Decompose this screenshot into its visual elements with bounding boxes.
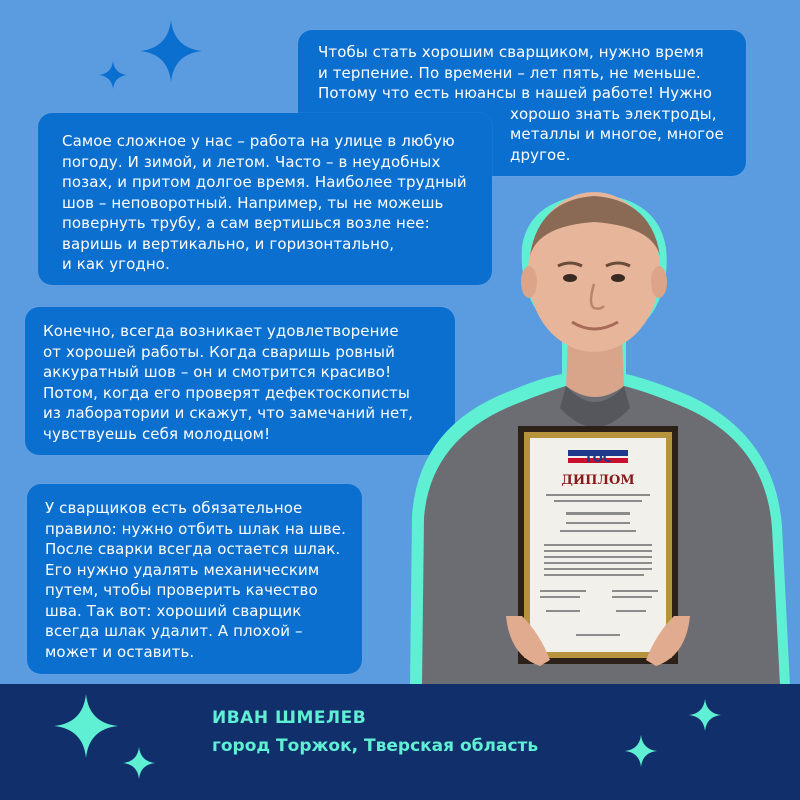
quote-line: от хорошей работы. Когда сваришь ровный — [43, 342, 395, 361]
quote-line: из лаборатории и скажут, что замечаний нет, — [43, 404, 414, 422]
quote-line: хорошо знать электроды, — [510, 104, 717, 123]
person-photo — [390, 186, 800, 686]
diploma-logo: ТОС — [584, 451, 612, 465]
quote-line: правило: нужно отбить шлак на шве. — [45, 519, 346, 538]
quote-line: позах, и притом долгое время. Наиболее трудный — [62, 173, 467, 191]
sparkle-icon — [688, 698, 722, 732]
quote-line: всегда шлак удалит. А плохой – — [45, 622, 303, 640]
quote-line: Конечно, всегда возникает удовлетворение — [43, 322, 399, 340]
quote-line: другое. — [510, 145, 571, 164]
quote-line: Самое сложное у нас – работа на улице в любую — [62, 132, 455, 150]
quote-line: варишь и вертикально, и горизонтально, — [62, 234, 395, 253]
quote-line: металлы и многое, многое — [510, 125, 724, 143]
quote-line: После сварки всегда остается шлак. — [45, 540, 341, 558]
quote-line: Его нужно удалять механическим — [45, 560, 320, 579]
sparkle-icon — [52, 692, 120, 760]
quote-line: аккуратный шов – он и смотрится красиво! — [43, 363, 392, 381]
quote-line: может и оставить. — [45, 642, 195, 661]
quote-line: повернуть трубу, а сам вертишься возле нее: — [62, 214, 430, 232]
sparkle-icon — [624, 734, 658, 768]
quote-line: Потому что есть нюансы в нашей работе! Нужно — [318, 84, 713, 102]
sparkle-icon — [138, 18, 204, 84]
quote-line: и как угодно. — [62, 255, 170, 273]
quote-line: погоду. И зимой, и летом. Часто – в неудобных — [62, 152, 441, 171]
quote-line: шва. Так вот: хороший сварщик — [45, 601, 302, 620]
quote-line: и терпение. По времени – лет пять, не меньше. — [318, 63, 701, 82]
sparkle-icon — [122, 746, 156, 780]
quote-bubble-4 — [27, 484, 362, 674]
person-location: город Торжок, Тверская область — [212, 736, 539, 756]
quote-line: У сварщиков есть обязательное — [45, 499, 303, 517]
diploma-title: ДИПЛОМ — [561, 473, 635, 488]
quote-line: чувствуешь себя молодцом! — [43, 424, 271, 443]
sparkle-icon — [98, 60, 128, 90]
quote-line: шов – неповоротный. Например, ты не можешь — [62, 193, 444, 212]
quote-line: путем, чтобы проверить качество — [45, 581, 318, 599]
quote-line: Потом, когда его проверят дефектоскописты — [43, 383, 410, 402]
person-name: ИВАН ШМЕЛЕВ — [212, 708, 367, 728]
quote-line: Чтобы стать хорошим сварщиком, нужно время — [318, 43, 704, 61]
